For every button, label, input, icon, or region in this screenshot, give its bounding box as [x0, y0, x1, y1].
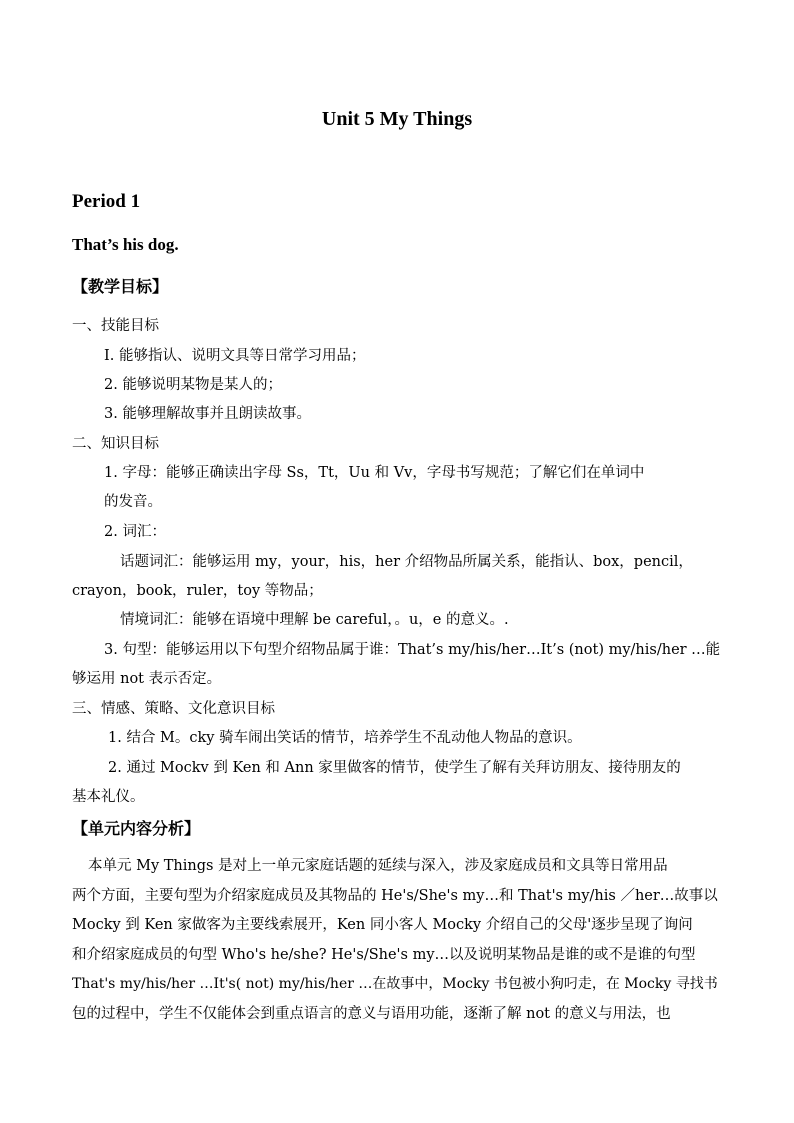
document-title: Unit 5 My Things [321, 108, 473, 130]
skills-item: 3. 能够理解故事并且朗读故事。 [104, 406, 311, 422]
analysis-line: 和介绍家庭成员的句型 Who's he/she? He's/She's my…以及说明某物品是谁的或不是谁的句型 [72, 947, 696, 963]
skills-heading: 一、技能目标 [72, 318, 159, 334]
knowledge-heading: 二、知识目标 [72, 436, 159, 452]
analysis-line: 包的过程中，学生不仅能体会到重点语言的意义与语用功能，逐渐了解 not 的意义与用法，也 [72, 1006, 671, 1022]
teaching-goals-header: 【教学目标】 [72, 277, 169, 296]
skills-item: I. 能够指认、说明文具等日常学习用品； [104, 348, 366, 364]
affect-heading: 三、情感、策略、文化意识目标 [72, 701, 275, 717]
unit-analysis-header: 【单元内容分析】 [72, 819, 201, 838]
analysis-line: That's my/his/her …It's( not) my/his/her …在故事中，Mocky 书包被小狗叼走，在 Mocky 寻找书 [72, 976, 718, 992]
letters-goal: 1. 字母：能够正确读出字母 Ss，Tt，Uu 和 Vv，字母书写规范；了解它们在单词中 [104, 465, 645, 481]
analysis-line: 本单元 My Things 是对上一单元家庭话题的延续与深入，涉及家庭成员和文具等日常用品 [88, 858, 668, 874]
topic-words-cont: crayon，book，ruler，toy 等物品； [72, 583, 323, 599]
topic-words: 话题词汇：能够运用 my，your，his，her 介绍物品所属关系，能指认、box，pencil， [120, 554, 693, 570]
analysis-line: 两个方面，主要句型为介绍家庭成员及其物品的 He's/She's my…和 That's my/his ／her…故事以 [72, 888, 718, 904]
sentence-pattern-goal-cont: 够运用 not 表示否定。 [72, 671, 222, 687]
context-words: 情境词汇：能够在语境中理解 be careful，。u，e 的意义。. [120, 612, 509, 628]
sentence-pattern-goal: 3. 句型：能够运用以下句型介绍物品属于谁：That’s my/his/her…It’s (not) my/his/her …能 [104, 642, 721, 658]
affect-item: 2. 通过 Mockv 到 Ken 和 Ann 家里做客的情节，使学生了解有关拜访朋友、接待朋友的 [108, 760, 681, 776]
skills-item: 2. 能够说明某物是某人的； [104, 377, 282, 393]
vocab-label: 2. 词汇： [104, 524, 166, 540]
analysis-line: Mocky 到 Ken 家做客为主要线索展开，Ken 同小客人 Mocky 介绍自己的父母'逐步呈现了询问 [72, 917, 693, 933]
lesson-title: That’s his dog. [72, 235, 179, 254]
letters-goal-cont: 的发音。 [104, 494, 162, 510]
affect-item-cont: 基本礼仪。 [72, 789, 145, 805]
affect-item: 1. 结合 M。cky 骑车闹出笑话的情节，培养学生不乱动他人物品的意识。 [108, 730, 582, 746]
period-heading: Period 1 [72, 191, 141, 212]
